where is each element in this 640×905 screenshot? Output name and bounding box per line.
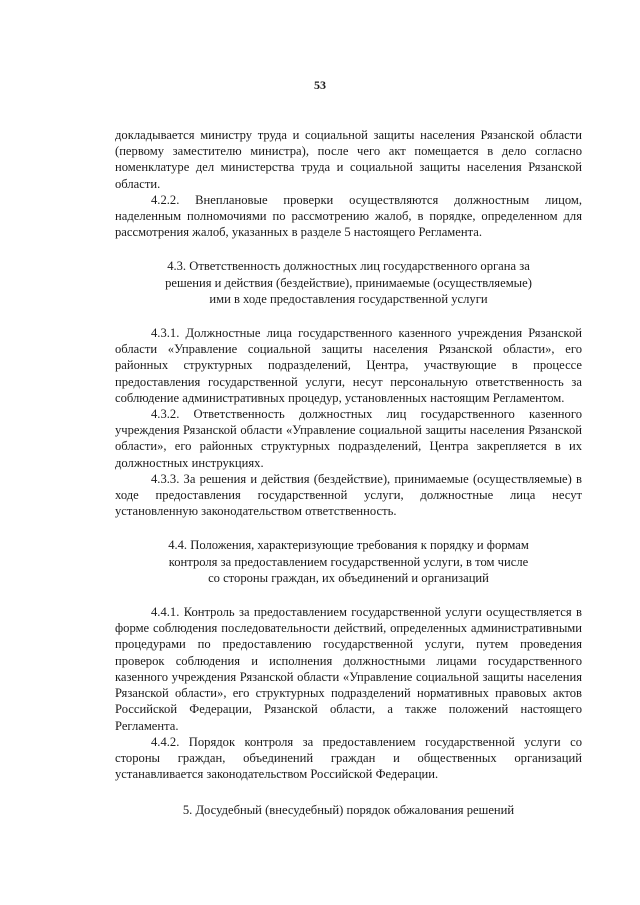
section-heading-4-3 <box>115 258 582 307</box>
section-heading-4-4 <box>115 537 582 586</box>
heading-line: решения и действия (бездействие), принимаемые (осуществляемые) <box>165 275 532 290</box>
paragraph: 4.2.2. Внеплановые проверки осуществляются должностным лицом, наделенным полномочиями по рассмотрению жалоб, в порядке, определенном для рассмотрения жалоб, указанных в разделе 5 настоящего Регламента. <box>115 192 582 240</box>
paragraph: 4.3.1. Должностные лица государственного казенного учреждения Рязанской области «Управление социальной защиты населения Рязанской области», его районных структурных подразделений, Центра, участвующие в процессе предоставления государственной услуги, несут персональную ответственность за соблюдение административных процедур, установленных настоящим Регламентом. <box>115 326 582 405</box>
paragraph: 4.4.1. Контроль за предоставлением государственной услуги осуществляется в форме соблюдения последовательности действий, определенных административными процедурами по предоставлению государственной услуги, путем проведения проверок соблюдения и исполнения должностными лицами государственного казенного учреждения Рязанской области «Управление социальной защиты населения Рязанской области», его структурных подразделений нормативных правовых актов Российской Федерации, Рязанской области, а также положений настоящего Регламента. <box>115 605 582 733</box>
heading-line: контроля за предоставлением государственной услуги, в том числе <box>168 554 529 569</box>
paragraph: 4.3.3. За решения и действия (бездействие), принимаемые (осуществляемые) в ходе предоставления государственной услуги, должностные лица несут установленную законодательством ответственность. <box>115 471 582 519</box>
paragraph: 4.3.2. Ответственность должностных лиц государственного казенного учреждения Рязанской области «Управление социальной защиты населения Рязанской области», его районных структурных подразделений, Центра закрепляется в их должностных инструкциях. <box>115 407 582 470</box>
document-body <box>115 127 582 819</box>
section-heading-5: 5. Досудебный (внесудебный) порядок обжалования решений <box>182 803 515 818</box>
paragraph: 4.4.2. Порядок контроля за предоставлением государственной услуги со стороны граждан, объединений граждан и общественных организаций устанавливается законодательством Российской Федерации. <box>115 734 582 782</box>
heading-line: со стороны граждан, их объединений и организаций <box>208 570 489 585</box>
page-number: 53 <box>314 78 326 92</box>
paragraph: докладывается министру труда и социальной защиты населения Рязанской области (первому заместителю министра), после чего акт помещается в дело согласно номенклатуре дел министерства труда и социальной защиты населения Рязанской области. <box>115 128 582 191</box>
heading-line: 4.4. Положения, характеризующие требования к порядку и формам <box>168 538 529 553</box>
heading-line: 4.3. Ответственность должностных лиц государственного органа за <box>167 259 530 274</box>
heading-line: ими в ходе предоставления государственной услуги <box>209 291 488 306</box>
